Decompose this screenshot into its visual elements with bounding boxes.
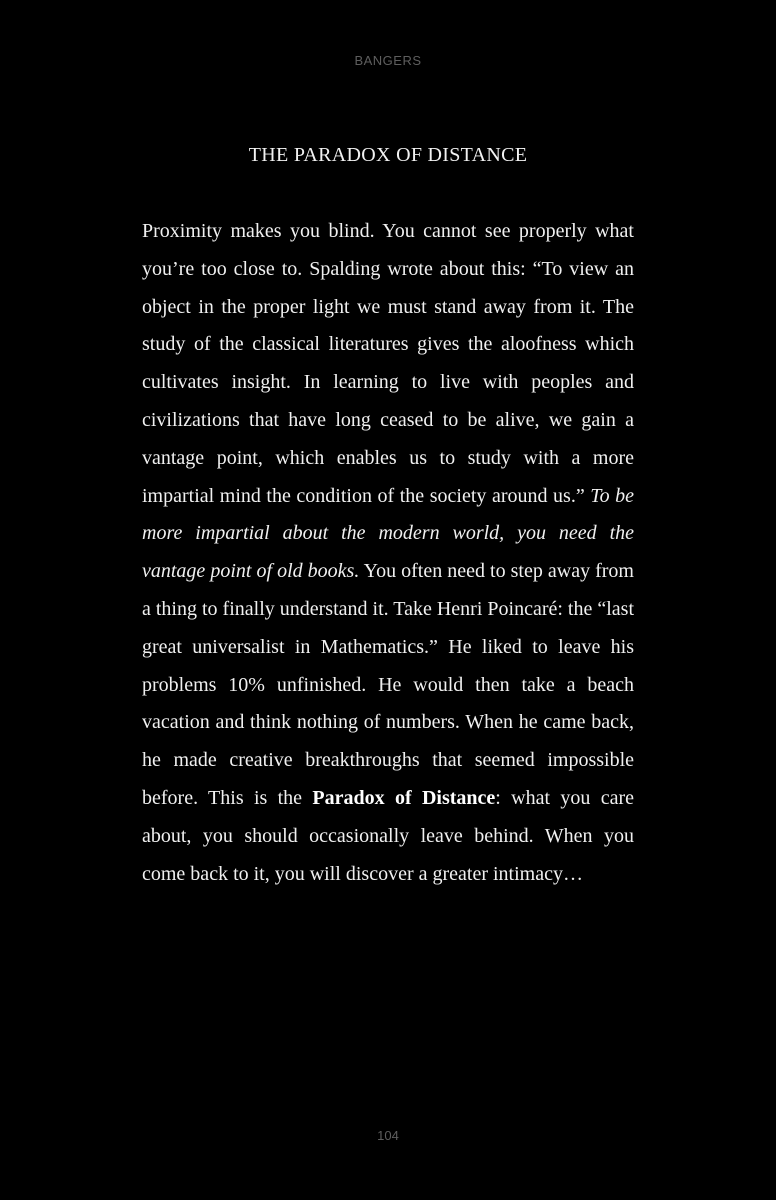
paragraph-text-part3: : what you care about, you should occasionally leave behind. When you come back to it, you will discover a greater intimacy… [142, 786, 635, 885]
paragraph-bold-term: Paradox of Distance [312, 786, 496, 809]
running-head: BANGERS [354, 53, 422, 68]
page-number: 104 [377, 1128, 399, 1143]
paragraph-italic-text: To be more impartial about the modern world, you need the vantage point of old books. [142, 484, 635, 583]
paragraph-text-part1: Proximity makes you blind. You cannot see properly what you’re too close to. Spalding wrote about this: “To view an object in the proper light we must stand away from it. The study of the classical literatures gives the aloofness which cultivates insight. In learning to live with peoples and civilizations that have long ceased to be alive, we gain a vantage point, which enables us to study with a more impartial mind the condition of the society around us.” [142, 220, 634, 507]
body-paragraph [142, 213, 634, 893]
paragraph-text-part2: You often need to step away from a thing to finally understand it. Take Henri Poincaré: the “last great universalist in Mathematics.” He liked to leave his problems 10% unfinished. He would then take a beach vacation and think nothing of numbers. When he came back, he made creative breakthroughs that seemed impossible before. This is the [142, 560, 634, 809]
chapter-title: THE PARADOX OF DISTANCE [248, 144, 528, 166]
